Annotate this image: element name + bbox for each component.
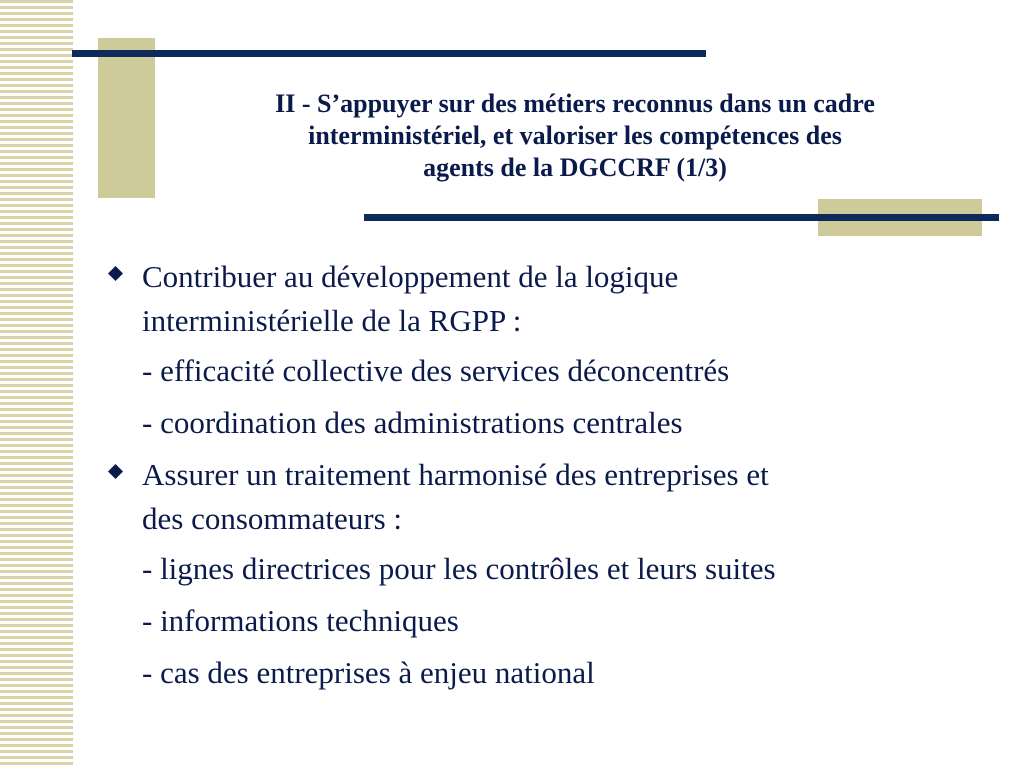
sub-item: - cas des entreprises à enjeu national: [142, 655, 595, 690]
title-line: interministériel, et valoriser les compétences des: [308, 121, 842, 150]
sub-item: - efficacité collective des services déconcentrés: [142, 353, 730, 388]
bullet-item: [105, 255, 985, 343]
bullet-text: des consommateurs :: [142, 501, 403, 536]
slide-title: [170, 88, 980, 184]
decorative-bar-right: [364, 214, 999, 221]
diamond-bullet-icon: [108, 464, 123, 479]
bullet-text: interministérielle de la RGPP :: [142, 303, 522, 338]
sub-item: - lignes directrices pour les contrôles et leurs suites: [142, 551, 776, 586]
decorative-stripes: [0, 0, 73, 768]
slide-content: [105, 255, 985, 703]
sub-item: - coordination des administrations centrales: [142, 405, 683, 440]
title-line: II - S’appuyer sur des métiers reconnus dans un cadre: [275, 89, 875, 118]
decorative-bar-top: [72, 50, 706, 57]
sub-item: - informations techniques: [142, 603, 459, 638]
bullet-text: Assurer un traitement harmonisé des entreprises et: [142, 457, 769, 492]
bullet-text: Contribuer au développement de la logique: [142, 259, 679, 294]
title-line: agents de la DGCCRF (1/3): [423, 153, 727, 182]
bullet-item: [105, 453, 985, 541]
diamond-bullet-icon: [108, 266, 123, 281]
decorative-tan-block-top: [98, 38, 155, 198]
